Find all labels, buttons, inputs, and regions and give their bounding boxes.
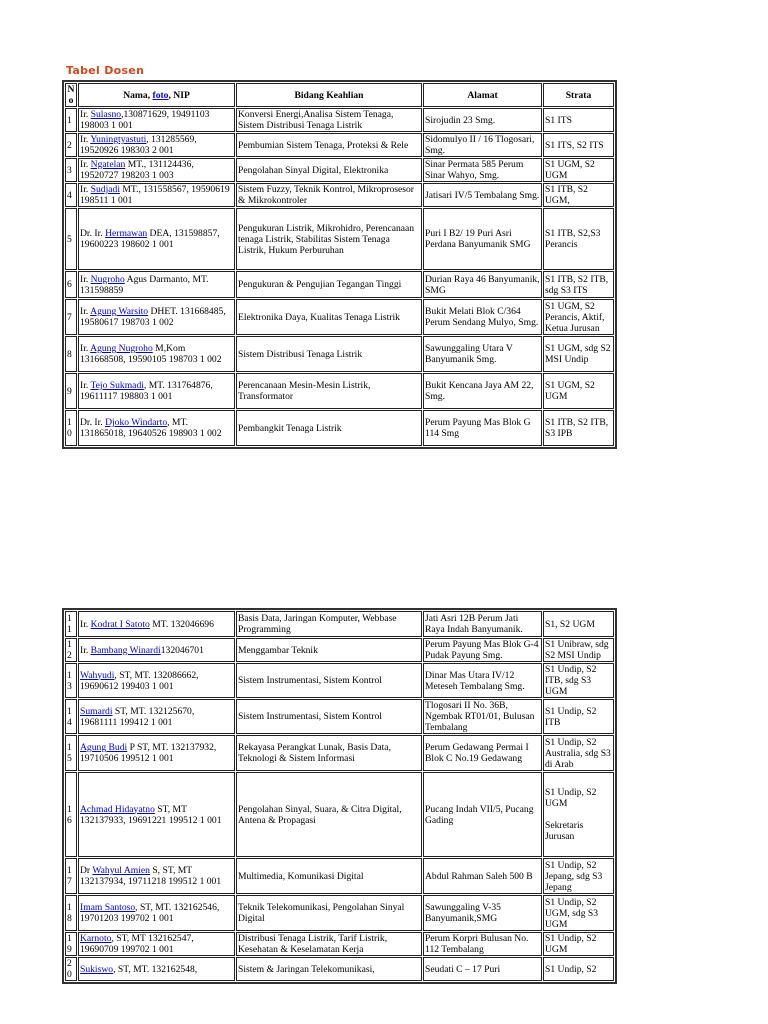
lecturer-name-nip [78, 858, 235, 894]
lecturer-prefix: Ir. [80, 109, 91, 120]
lecturer-prefix: Ir. [80, 644, 91, 656]
education-level [543, 611, 614, 637]
header-strata: Strata [543, 83, 614, 107]
lecturer-name-nip [78, 158, 235, 182]
lecturer-nip: M,Kom 131668508, 19590105 198703 1 002 [80, 343, 222, 365]
lecturer-prefix: Ir. [80, 134, 91, 145]
expertise-field: Sistem Instrumentasi, Sistem Kontrol [236, 699, 422, 734]
lecturer-name-link[interactable]: Ngatelan [90, 159, 126, 170]
address: Perum Payung Mas Blok G 114 Smg [423, 410, 542, 446]
lecturer-name-link[interactable]: Wahyudi [80, 669, 115, 681]
lecturer-nip: MT. 132046696 [149, 618, 214, 630]
lecturer-nip: MT., 131558567, 19590619 198511 1 001 [80, 184, 230, 206]
lecturer-name-link[interactable]: Bambang Winardi [90, 644, 161, 656]
table-row [65, 611, 614, 637]
table-row [65, 208, 614, 270]
address: Perum Korpri Bulusan No. 112 Tembalang [423, 932, 542, 956]
lecturer-name-link[interactable]: Tejo Sukmadi [90, 380, 144, 391]
education-level [543, 735, 614, 771]
address: Jati Asri 12B Perum Jati Raya Indah Banyumanik. [423, 611, 542, 637]
education-text: S1 ITS, S2 ITS [545, 139, 604, 151]
header-bidang: Bidang Keahlian [236, 83, 422, 107]
lecturer-nip: , ST, MT. 132162548, [113, 963, 198, 975]
lecturer-nip: 132046701 [160, 644, 204, 656]
lecturer-name-link[interactable]: Agung Warsito [90, 306, 149, 317]
education-text: S1 Undip, S2 Jepang, sdg S3 Jepang [545, 859, 603, 893]
expertise-field: Pengolahan Sinyal Digital, Elektronika [236, 158, 422, 182]
lecturer-prefix: Dr [80, 865, 93, 876]
lecturer-name-nip [78, 699, 235, 734]
spacer [545, 809, 612, 820]
table-row [65, 663, 614, 698]
education-text: S1 Undip, S2 UGM, sdg S3 UGM [545, 896, 599, 930]
table-row [65, 373, 614, 409]
row-number: 14 [65, 699, 77, 734]
row-number: 19 [65, 932, 77, 956]
lecturer-nip: , ST, MT. 132086662, 19690612 199403 1 001 [80, 669, 199, 692]
education-text: S1, S2 UGM [545, 618, 595, 630]
education-level [543, 133, 614, 157]
lecturer-prefix: Ir. [80, 273, 91, 285]
lecturer-name-nip [78, 373, 235, 409]
education-text: S1 ITB, S2,S3 Perancis [545, 228, 601, 250]
row-number: 17 [65, 858, 77, 894]
lecturer-nip: S, ST, MT 132137934, 19711218 199512 1 001 [80, 865, 222, 887]
lecturer-name-link[interactable]: Karnoto [80, 933, 112, 944]
row-number: 3 [65, 158, 77, 182]
education-level [543, 772, 614, 857]
education-level [543, 183, 614, 207]
lecturer-name-nip [78, 638, 235, 662]
lecturer-name-link[interactable]: Sumardi [80, 705, 113, 717]
address: Seudati C – 17 Puri [423, 957, 542, 981]
education-text: S1 Undip, S2 UGM [545, 933, 597, 955]
expertise-field: Pengukuran Listrik, Mikrohidro, Perencanaan tenaga Listrik, Stabilitas Sistem Tenaga Listrik, Hukum Perburuhan [236, 208, 422, 270]
lecturer-nip: , MT. 131764876, 19611117 198803 1 001 [80, 380, 213, 402]
header-nama-post: , NIP [168, 89, 190, 101]
education-text: S1 ITB, S2 ITB, S3 IPB [545, 417, 609, 439]
address: Sinar Permata 585 Perum Sinar Wahyo, Smg. [423, 158, 542, 182]
lecturer-prefix: Ir. [80, 184, 91, 195]
table-row [65, 858, 614, 894]
address: Pucang Indah VII/5, Pucang Gading [423, 772, 542, 857]
lecturer-name-link[interactable]: Agung Nugroho [90, 343, 153, 354]
row-number: 5 [65, 208, 77, 270]
lecturer-name-link[interactable]: Imam Santoso [80, 902, 136, 913]
expertise-field: Pengukuran & Pengujian Tegangan Tinggi [236, 271, 422, 298]
lecturer-name-nip [78, 957, 235, 981]
lecturer-nip: DEA, 131598857, 19600223 198602 1 001 [80, 228, 220, 250]
address: Abdul Rahman Saleh 500 B [423, 858, 542, 894]
row-number: 11 [65, 611, 77, 637]
address: Sirojudin 23 Smg. [423, 108, 542, 132]
row-number: 20 [65, 957, 77, 981]
table-row [65, 895, 614, 931]
lecturer-name-nip [78, 183, 235, 207]
education-text: S1 ITB, S2 ITB, sdg S3 ITS [545, 273, 609, 296]
lecturer-name-nip [78, 932, 235, 956]
row-number: 9 [65, 373, 77, 409]
expertise-field: Sistem Distribusi Tenaga Listrik [236, 336, 422, 372]
address: Durian Raya 46 Banyumanik, SMG [423, 271, 542, 298]
address: Bukit Kencana Jaya AM 22, Smg. [423, 373, 542, 409]
dosen-table-2 [62, 608, 617, 984]
education-text: S1 UGM, S2 UGM [545, 159, 595, 181]
expertise-field: Sistem Instrumentasi, Sistem Kontrol [236, 663, 422, 698]
lecturer-nip: , 131285569, 19520926 198303 2 001 [80, 134, 197, 156]
expertise-field: Pengolahan Sinyal, Suara, & Citra Digital, Antena & Propagasi [236, 772, 422, 857]
education-text: S1 UGM, S2 Perancis, Aktif, Ketua Jurusan [545, 300, 605, 334]
lecturer-name-link[interactable]: Yuningtyastuti [90, 134, 147, 145]
row-number: 10 [65, 410, 77, 446]
lecturer-name-nip [78, 611, 235, 637]
lecturer-name-nip [78, 133, 235, 157]
table-row [65, 772, 614, 857]
lecturer-name-nip [78, 208, 235, 270]
lecturer-prefix: Ir. [80, 380, 91, 391]
lecturer-name-nip [78, 410, 235, 446]
education-level [543, 895, 614, 931]
education-level [543, 932, 614, 956]
lecturer-name-nip [78, 336, 235, 372]
table-row [65, 957, 614, 981]
row-number: 13 [65, 663, 77, 698]
lecturer-name-link[interactable]: Djoko Windarto [105, 417, 168, 428]
table-row [65, 183, 614, 207]
lecturer-name-nip [78, 895, 235, 931]
foto-link[interactable]: foto [152, 89, 169, 101]
row-number: 18 [65, 895, 77, 931]
header-nama-pre: Nama, [123, 89, 153, 101]
address: Sawunggaling V-35 Banyumanik,SMG [423, 895, 542, 931]
dosen-table-2-body [65, 611, 614, 981]
row-number: 8 [65, 336, 77, 372]
lecturer-nip: MT., 131124436, 19520727 198203 1 003 [80, 159, 194, 181]
lecturer-name-nip [78, 663, 235, 698]
education-level [543, 271, 614, 298]
lecturer-prefix: Ir. [80, 159, 91, 170]
row-number: 12 [65, 638, 77, 662]
expertise-field: Konversi Energi,Analisa Sistem Tenaga, Sistem Distribusi Tenaga Listrik [236, 108, 422, 132]
education-text: S1 Unibraw, sdg S2 MSI Undip [545, 639, 609, 661]
expertise-field: Basis Data, Jaringan Komputer, Webbase Programming [236, 611, 422, 637]
row-number: 4 [65, 183, 77, 207]
lecturer-name-link[interactable]: Nugroho [90, 273, 125, 285]
table-row [65, 133, 614, 157]
expertise-field: Pembumian Sistem Tenaga, Proteksi & Rele [236, 133, 422, 157]
row-number: 7 [65, 299, 77, 335]
expertise-field: Distribusi Tenaga Listrik, Tarif Listrik, Kesehatan & Keselamatan Kerja [236, 932, 422, 956]
address: Dinar Mas Utara IV/12 Meteseh Tembalang Smg. [423, 663, 542, 698]
education-level [543, 410, 614, 446]
table-row [65, 932, 614, 956]
education-text: S1 Undip, S2 ITB [545, 705, 597, 728]
lecturer-name-link[interactable]: Hermawan [105, 228, 148, 239]
row-number: 15 [65, 735, 77, 771]
education-text: S1 Undip, S2 Australia, sdg S3 di Arab [545, 736, 611, 770]
dosen-table-1 [62, 80, 617, 449]
lecturer-prefix: Ir. [80, 343, 91, 354]
page-title: Tabel Dosen [66, 64, 145, 77]
lecturer-prefix: Dr. Ir. [80, 228, 106, 239]
lecturer-name-link[interactable]: Agung Budi [80, 742, 128, 753]
education-level [543, 108, 614, 132]
education-text: S1 UGM, sdg S2 MSI Undip [545, 343, 611, 365]
expertise-field: Menggambar Teknik [236, 638, 422, 662]
lecturer-name-link[interactable]: Wahyul Amien [92, 865, 150, 876]
table-header-row [65, 83, 614, 107]
expertise-field: Perencanaan Mesin-Mesin Listrik, Transformator [236, 373, 422, 409]
position-note: Sekretaris Jurusan [545, 820, 584, 842]
expertise-field: Multimedia, Komunikasi Digital [236, 858, 422, 894]
lecturer-nip: ,130871629, 19491103 198003 1 001 [80, 109, 210, 131]
address: Jatisari IV/5 Tembalang Smg. [423, 183, 542, 207]
education-level [543, 299, 614, 335]
lecturer-name-nip [78, 271, 235, 298]
table-row [65, 271, 614, 298]
table-row [65, 299, 614, 335]
address: Tlogosari II No. 36B, Ngembak RT01/01, Bulusan Tembalang [423, 699, 542, 734]
address: Sawunggaling Utara V Banyumanik Smg. [423, 336, 542, 372]
lecturer-nip: , MT. 131865018, 19640526 198903 1 002 [80, 417, 222, 439]
education-level [543, 336, 614, 372]
expertise-field: Sistem & Jaringan Telekomunikasi, [236, 957, 422, 981]
table-row [65, 410, 614, 446]
education-text: S1 UGM, S2 UGM [545, 380, 595, 402]
lecturer-name-link[interactable]: Sudjadi [90, 184, 120, 195]
table-row [65, 108, 614, 132]
lecturer-name-nip [78, 735, 235, 771]
address: Perum Gedawang Permai I Blok C No.19 Gedawang [423, 735, 542, 771]
lecturer-name-nip [78, 299, 235, 335]
table-row [65, 336, 614, 372]
row-number: 2 [65, 133, 77, 157]
education-text: S1 Undip, S2 ITB, sdg S3 UGM [545, 664, 597, 697]
lecturer-name-link[interactable]: Achmad Hidayatno [80, 803, 155, 815]
expertise-field: Pembangkit Tenaga Listrik [236, 410, 422, 446]
table-row [65, 735, 614, 771]
education-level [543, 858, 614, 894]
expertise-field: Rekayasa Perangkat Lunak, Basis Data, Teknologi & Sistem Informasi [236, 735, 422, 771]
education-level [543, 638, 614, 662]
table-row [65, 158, 614, 182]
education-level [543, 158, 614, 182]
lecturer-prefix: Dr. Ir. [80, 417, 106, 428]
row-number: 6 [65, 271, 77, 298]
lecturer-name-link[interactable]: Kodrat I Satoto [90, 618, 150, 630]
education-text: S1 Undip, S2 [545, 963, 597, 975]
lecturer-nip: ST, MT. 132125670, 19681111 199412 1 001 [80, 705, 195, 728]
header-no: No [65, 83, 77, 107]
address: Bukit Melati Blok C/364 Perum Sendang Mulyo, Smg. [423, 299, 542, 335]
expertise-field: Elektronika Daya, Kualitas Tenaga Listrik [236, 299, 422, 335]
education-text: S1 ITS [545, 114, 572, 126]
address: Perum Payung Mas Blok G-4 Pudak Payung Smg. [423, 638, 542, 662]
row-number: 16 [65, 772, 77, 857]
row-number: 1 [65, 108, 77, 132]
education-level [543, 699, 614, 734]
table-row [65, 638, 614, 662]
dosen-table-1-body [65, 108, 614, 446]
education-level [543, 373, 614, 409]
lecturer-name-nip [78, 108, 235, 132]
lecturer-prefix: Ir. [80, 306, 91, 317]
lecturer-nip: DHET. 131668485, 19580617 198703 1 002 [80, 306, 226, 328]
education-level [543, 663, 614, 698]
education-text: S1 ITB, S2 UGM, [545, 184, 588, 206]
education-level [543, 957, 614, 981]
education-level [543, 208, 614, 270]
lecturer-nip: Agus Darmanto, MT. 131598859 [80, 273, 209, 296]
address: Puri I B2/ 19 Puri Asri Perdana Banyumanik SMG [423, 208, 542, 270]
lecturer-nip: ST, MT 132137933, 19691221 199512 1 001 [80, 803, 222, 826]
header-alamat: Alamat [423, 83, 542, 107]
lecturer-nip: , ST, MT 132162547, 19690709 199702 1 001 [80, 933, 194, 955]
lecturer-nip: P ST, MT. 132137932, 19710506 199512 1 001 [80, 742, 217, 764]
lecturer-prefix: Ir. [80, 618, 91, 630]
expertise-field: Teknik Telekomunikasi, Pengolahan Sinyal Digital [236, 895, 422, 931]
expertise-field: Sistem Fuzzy, Teknik Kontrol, Mikroprosesor & Mikrokontroler [236, 183, 422, 207]
education-text: S1 Undip, S2 UGM [545, 787, 597, 809]
table-row [65, 699, 614, 734]
lecturer-name-link[interactable]: Sukiswo [80, 963, 114, 975]
lecturer-nip: , ST, MT. 132162546, 19701203 199702 1 001 [80, 902, 220, 924]
lecturer-name-nip [78, 772, 235, 857]
lecturer-name-link[interactable]: Sulasno [90, 109, 122, 120]
address: Sidomulyo II / 16 Tlogosari, Smg. [423, 133, 542, 157]
header-nama [78, 83, 235, 107]
